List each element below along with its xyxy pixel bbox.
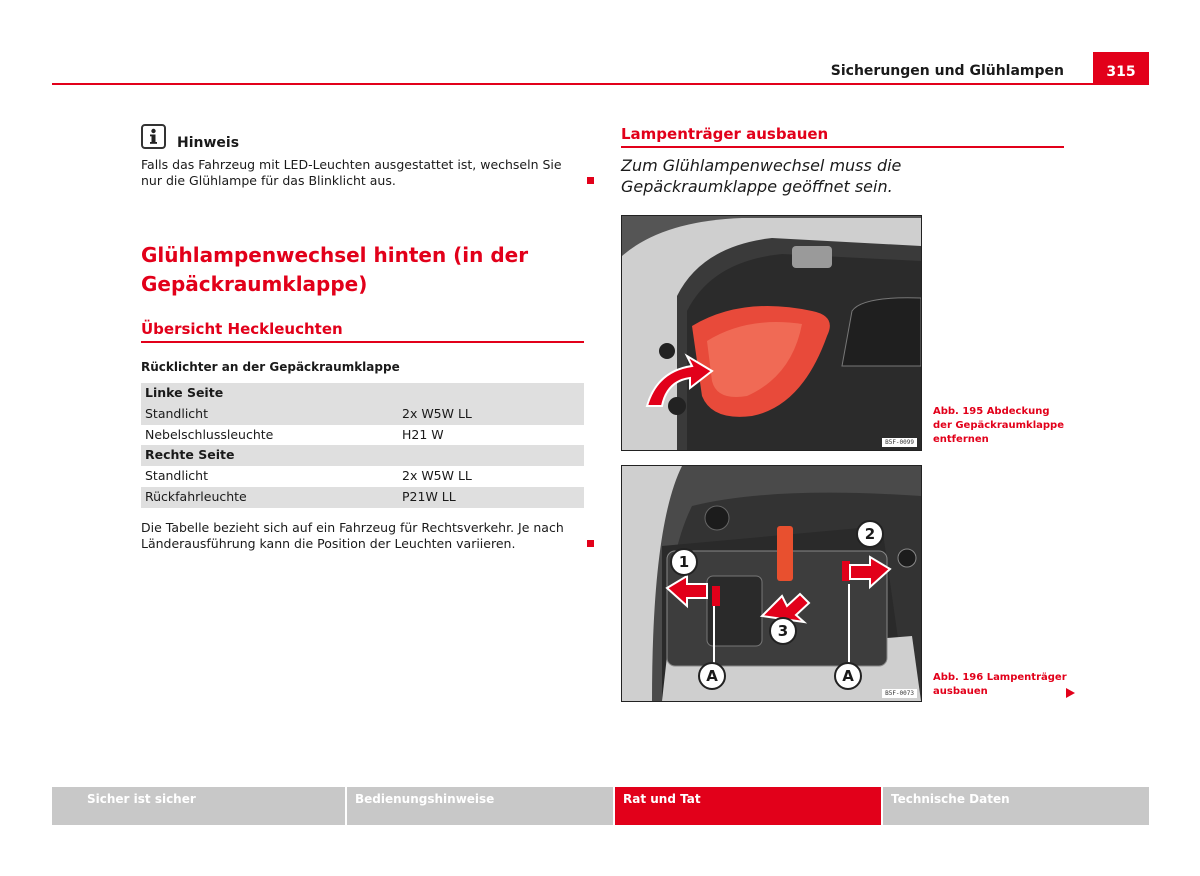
table-group-row bbox=[141, 383, 584, 404]
section-rule bbox=[141, 341, 584, 343]
table-row bbox=[141, 487, 584, 508]
note-text: Falls das Fahrzeug mit LED-Leuchten ausgestattet ist, wechseln Sie nur die Glühlampe für das Blinklicht aus. bbox=[141, 157, 562, 188]
table-cell-label: Standlicht bbox=[145, 468, 208, 484]
callout-a-right: A bbox=[834, 662, 862, 690]
section-end-mark bbox=[587, 540, 594, 547]
table-cell-value bbox=[402, 383, 584, 404]
figure-code: B5F-0073 bbox=[882, 689, 917, 698]
chapter-title: Sicherungen und Glühlampen bbox=[830, 63, 1064, 79]
main-heading: Glühlampenwechsel hinten (in der Gepäckraumklappe) bbox=[141, 243, 529, 296]
lamp-table bbox=[141, 383, 584, 508]
footer-tab-rat-und-tat[interactable]: Rat und Tat bbox=[615, 787, 881, 825]
table-cell-value: 2x W5W LL bbox=[402, 468, 472, 484]
figure-caption: Abb. 196 Lampenträger ausbauen bbox=[933, 672, 1067, 697]
info-icon bbox=[141, 124, 166, 149]
callout-3: 3 bbox=[769, 617, 797, 645]
section-heading-heckleuchten: Übersicht Heckleuchten bbox=[141, 320, 343, 338]
footer-tab-technische-daten[interactable]: Technische Daten bbox=[883, 787, 1149, 825]
table-cell-label: Standlicht bbox=[145, 405, 208, 421]
table-cell-label: Rückfahrleuchte bbox=[145, 488, 247, 504]
table-row bbox=[141, 466, 584, 487]
section-end-mark bbox=[587, 177, 594, 184]
lamp-carrier-illustration bbox=[622, 466, 921, 701]
table-cell-label: Linke Seite bbox=[145, 385, 224, 400]
table-cell-value: H21 W bbox=[402, 426, 444, 442]
continue-arrow-icon bbox=[1066, 688, 1075, 698]
callout-1: 1 bbox=[670, 548, 698, 576]
table-cell-label: Nebelschlussleuchte bbox=[145, 426, 274, 442]
footer-nav bbox=[52, 787, 1149, 825]
table-cell-value bbox=[402, 445, 584, 466]
table-cell-value: 2x W5W LL bbox=[402, 405, 472, 421]
trunk-cover-illustration bbox=[622, 216, 921, 450]
note-label: Hinweis bbox=[177, 135, 240, 151]
figure-trunk-cover bbox=[621, 215, 922, 451]
table-cell-value: P21W LL bbox=[402, 488, 456, 504]
callout-a-left: A bbox=[698, 662, 726, 690]
footer-tab-sicher-ist-sicher[interactable]: Sicher ist sicher bbox=[52, 787, 345, 825]
table-note: Die Tabelle bezieht sich auf ein Fahrzeug für Rechtsverkehr. Je nach Länderausführung kann die Position der Leuchten variieren. bbox=[141, 520, 564, 551]
section-heading-lampentraeger: Lampenträger ausbauen bbox=[621, 125, 829, 143]
figure-lamp-carrier bbox=[621, 465, 922, 702]
table-row bbox=[141, 404, 584, 425]
figure-caption: Abb. 195 Abdeckung der Gepäckraumklappe entfernen bbox=[933, 406, 1064, 445]
table-group-row bbox=[141, 445, 584, 466]
page-number: 315 bbox=[1093, 52, 1149, 83]
table-row bbox=[141, 425, 584, 446]
section-intro: Zum Glühlampenwechsel muss die Gepäckraumklappe geöffnet sein. bbox=[621, 156, 902, 196]
header-rule bbox=[52, 83, 1149, 85]
table-cell-label: Rechte Seite bbox=[145, 447, 235, 463]
table-caption: Rücklichter an der Gepäckraumklappe bbox=[141, 360, 400, 374]
figure-code: B5F-0099 bbox=[882, 438, 917, 447]
section-rule bbox=[621, 146, 1064, 148]
callout-2: 2 bbox=[856, 520, 884, 548]
footer-tab-bedienungshinweise[interactable]: Bedienungshinweise bbox=[347, 787, 613, 825]
